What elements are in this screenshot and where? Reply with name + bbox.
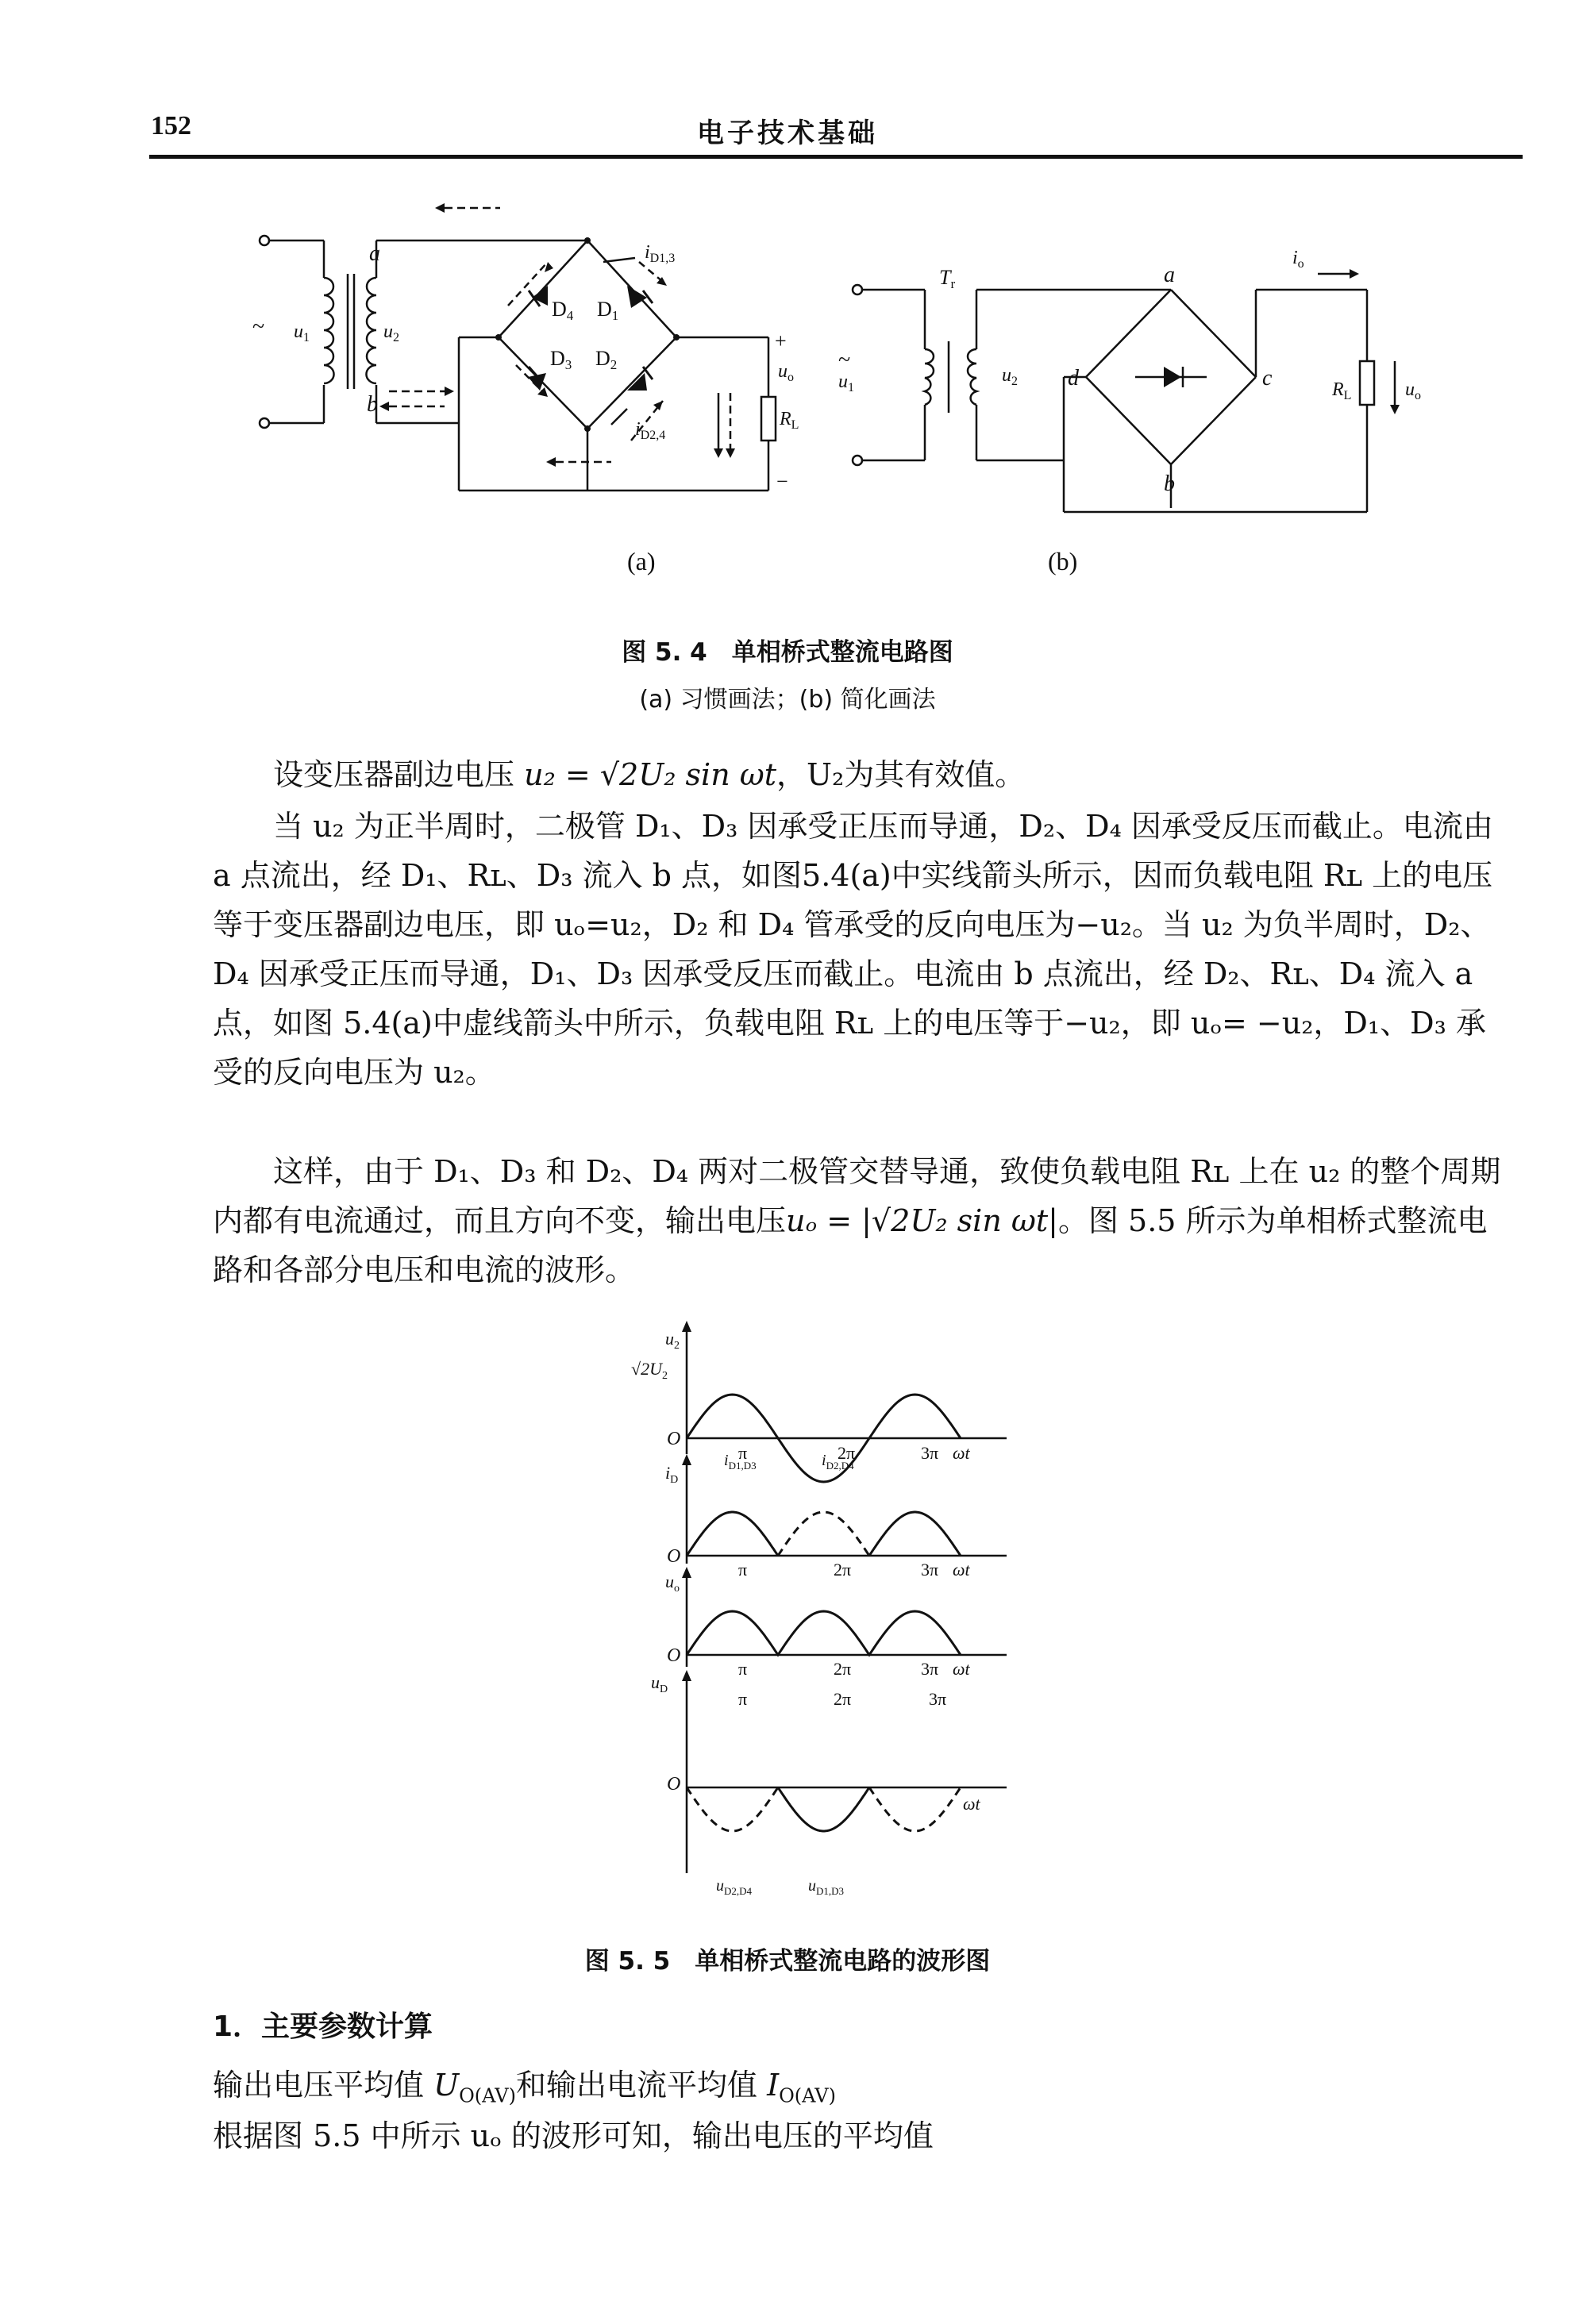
origin-label-2: O <box>667 1546 681 1567</box>
uo-label-b: $u_o$ <box>1405 379 1421 402</box>
tick-pi-1: π <box>738 1443 748 1463</box>
source-tilde: ~ <box>252 314 265 339</box>
tick-pi-4: π <box>738 1689 748 1709</box>
wave-id13-1 <box>687 1512 778 1556</box>
peak-label: $√2U_2$ <box>631 1359 668 1382</box>
section-line-2: 根据图 5.5 中所示 uₒ 的波形可知，输出电压的平均值 <box>213 2118 934 2153</box>
rl-label-a: $R_L$ <box>780 409 799 432</box>
diode-d2-label: D2 <box>595 347 618 372</box>
node-c-label-b: c <box>1262 366 1273 391</box>
figure-5-4-circuits <box>0 0 1575 603</box>
tick-2pi-4: 2π <box>834 1689 852 1709</box>
axis-u2-label: $u_2$ <box>665 1329 680 1352</box>
label-id24: $i_{D2,D4}$ <box>822 1452 854 1472</box>
node-b-label-b: b <box>1164 471 1175 496</box>
section-line-1: 输出电压平均值 $U_{O(AV)}$和输出电流平均值 $I_{O(AV)}$ <box>213 2068 836 2107</box>
wave-ud13 <box>778 1787 869 1831</box>
uo-label-a: $u_o$ <box>778 361 794 384</box>
current-id13-label: $i_{D1,3}$ <box>645 242 676 265</box>
u2-label-b: $u_2$ <box>1002 365 1018 388</box>
panel-b-label: (b) <box>1048 547 1078 575</box>
figure-5-5-waveforms <box>619 1318 1032 1905</box>
io-label-b: $i_o$ <box>1292 248 1304 271</box>
tick-3pi-3: 3π <box>921 1659 939 1679</box>
tick-3pi-1: 3π <box>921 1443 939 1463</box>
node-a-label: a <box>369 241 380 266</box>
minus-terminal: − <box>776 470 788 493</box>
transformer-tr-label: Tr <box>939 266 956 291</box>
wave-uo <box>687 1611 961 1655</box>
running-title: 电子技术基础 <box>697 117 878 149</box>
tick-pi-2: π <box>738 1560 748 1579</box>
origin-label-1: O <box>667 1429 681 1449</box>
axis-wt-1: ωt <box>953 1443 970 1463</box>
axis-wt-4: ωt <box>963 1794 980 1814</box>
rl-label-b: $R_L$ <box>1332 379 1352 402</box>
wave-ud24-2 <box>869 1787 961 1831</box>
axis-uo-label: $u_o$ <box>665 1572 680 1595</box>
axis-ud-label: $u_D$ <box>651 1672 668 1695</box>
u1-label-b: $u_1$ <box>838 371 854 394</box>
axis-id-label: $i_D$ <box>665 1463 679 1486</box>
current-id24-label: $i_{D2,4}$ <box>635 419 666 442</box>
wave-ud24-1 <box>687 1787 778 1831</box>
origin-label-4: O <box>667 1774 681 1795</box>
label-ud13: $u_{D1,D3}$ <box>808 1877 845 1897</box>
node-a-label-b: a <box>1164 263 1175 287</box>
source-tilde-b: ~ <box>838 348 851 372</box>
u1-label: $u_1$ <box>294 321 310 344</box>
diode-d1-label: D1 <box>597 298 619 323</box>
section-heading: 1．主要参数计算 <box>213 2010 433 2043</box>
tick-2pi-2: 2π <box>834 1560 852 1579</box>
axis-wt-2: ωt <box>953 1560 970 1579</box>
figure-5-4-subtitle: (a) 习惯画法；(b) 简化画法 <box>639 686 936 714</box>
tick-2pi-1: 2π <box>838 1443 856 1463</box>
origin-label-3: O <box>667 1645 681 1666</box>
u2-label: $u_2$ <box>383 321 399 344</box>
figure-5-5-title: 图 5. 5 单相桥式整流电路的波形图 <box>584 1947 991 1976</box>
tick-2pi-3: 2π <box>834 1659 852 1679</box>
node-b-label: b <box>367 392 378 417</box>
diode-d3-label: D3 <box>550 347 572 372</box>
wave-id13-2 <box>869 1512 961 1556</box>
tick-3pi-4: 3π <box>929 1689 947 1709</box>
panel-a-label: (a) <box>627 547 656 575</box>
diode-d4-label: D4 <box>552 298 574 323</box>
label-ud24: $u_{D2,D4}$ <box>716 1877 753 1897</box>
paragraph-3: 这样，由于 D₁、D₃ 和 D₂、D₄ 两对二极管交替导通，致使负载电阻 Rʟ 上在 u₂ 的整个周期内都有电流通过，而且方向不变，输出电压uₒ = |√2U₂ sin ωt|。图 5.5 所示为单相桥式整流电路和各部分电压和电流的波形。 <box>213 1154 1501 1287</box>
page-number: 152 <box>151 111 191 140</box>
plus-terminal: + <box>775 329 787 352</box>
tick-3pi-2: 3π <box>921 1560 939 1579</box>
wave-id24 <box>778 1512 869 1556</box>
node-d-label-b: d <box>1068 366 1079 391</box>
tick-pi-3: π <box>738 1659 748 1679</box>
label-id13: $i_{D1,D3}$ <box>724 1452 757 1472</box>
paragraph-2: 当 u₂ 为正半周时，二极管 D₁、D₃ 因承受正压而导通，D₂、D₄ 因承受反压而截止。电流由 a 点流出，经 D₁、Rʟ、D₃ 流入 b 点，如图5.4(a)中实线箭头所示，因而负载电阻 Rʟ 上的电压等于变压器副边电压，即 uₒ=u₂，D₂ 和 D₄ 管承受的反向电压为−u₂。当 u₂ 为负半周时，D₂、D₄ 因承受正压而导通，D₁、D₃ 因承受反压而截止。电流由 b 点流出，经 D₂、Rʟ、D₄ 流入 a 点，如图 5.4(a)中虚线箭头中所示，负载电阻 Rʟ 上的电压等于−u₂，即 uₒ= −u₂，D₁、D₃ 承受的反向电压为 u₂。 <box>213 809 1493 1090</box>
axis-wt-3: ωt <box>953 1659 970 1679</box>
paragraph-1: 设变压器副边电压 u₂ = √2U₂ sin ωt，U₂为其有效值。 <box>273 757 1026 792</box>
figure-5-4-title: 图 5. 4 单相桥式整流电路图 <box>622 638 953 667</box>
